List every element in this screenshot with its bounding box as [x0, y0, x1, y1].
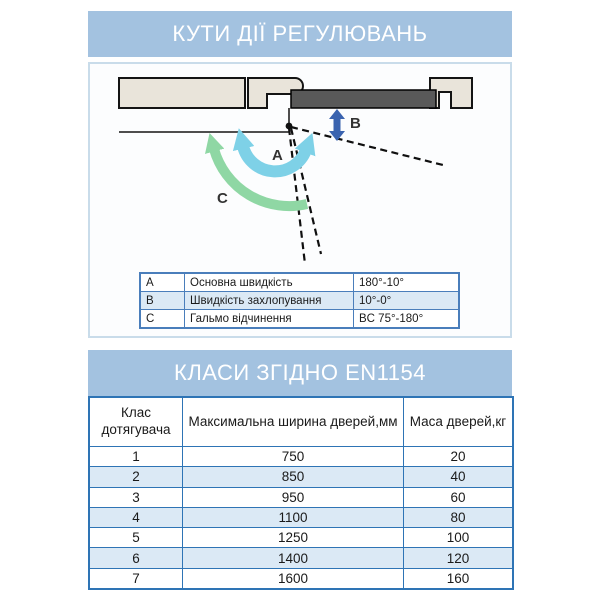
- door-leaf: [291, 90, 436, 108]
- legend-name: Швидкість захлопування: [185, 292, 354, 310]
- col-header-mass: Маса дверей,кг: [404, 397, 514, 447]
- dashed-line-near-closed: [289, 128, 305, 264]
- cell-width: 1600: [183, 568, 404, 589]
- cell-class: 4: [89, 507, 183, 527]
- table-row: [89, 507, 513, 527]
- cell-class: 3: [89, 487, 183, 507]
- cell-class: 6: [89, 548, 183, 568]
- legend-value: 180°-10°: [354, 273, 460, 292]
- section-title-classes: КЛАСИ ЗГІДНО EN1154: [88, 350, 512, 396]
- cell-class: 1: [89, 447, 183, 467]
- table-row: [89, 568, 513, 589]
- col-header-width: Максимальна ширина дверей,мм: [183, 397, 404, 447]
- wall-left: [119, 78, 245, 108]
- cell-mass: 40: [404, 467, 514, 487]
- en1154-classes-table: [88, 396, 514, 590]
- legend-key: C: [140, 310, 185, 329]
- table-row: [140, 273, 459, 292]
- legend-name: Гальмо відчинення: [185, 310, 354, 329]
- table-row: [140, 310, 459, 329]
- table-row: [89, 528, 513, 548]
- cell-width: 1250: [183, 528, 404, 548]
- label-c: C: [217, 190, 228, 207]
- table-row: [89, 487, 513, 507]
- cell-class: 7: [89, 568, 183, 589]
- legend-value: 10°-0°: [354, 292, 460, 310]
- cell-mass: 20: [404, 447, 514, 467]
- table-row: [140, 292, 459, 310]
- cell-width: 950: [183, 487, 404, 507]
- cell-width: 850: [183, 467, 404, 487]
- table-row: [89, 467, 513, 487]
- table-row: [89, 447, 513, 467]
- label-b: B: [350, 115, 361, 132]
- cell-mass: 100: [404, 528, 514, 548]
- cell-class: 5: [89, 528, 183, 548]
- cell-width: 750: [183, 447, 404, 467]
- legend-name: Основна швидкість: [185, 273, 354, 292]
- col-header-class: Клас дотягувача: [89, 397, 183, 447]
- cell-mass: 80: [404, 507, 514, 527]
- cell-mass: 60: [404, 487, 514, 507]
- dashed-line-diagonal: [291, 127, 447, 166]
- legend-key: A: [140, 273, 185, 292]
- table-header-row: [89, 397, 513, 447]
- adjustment-legend-table: [139, 272, 460, 329]
- cell-mass: 120: [404, 548, 514, 568]
- cell-mass: 160: [404, 568, 514, 589]
- cell-class: 2: [89, 467, 183, 487]
- table-row: [89, 548, 513, 568]
- legend-value: BC 75°-180°: [354, 310, 460, 329]
- angles-diagram-panel: [88, 62, 512, 338]
- cell-width: 1100: [183, 507, 404, 527]
- cell-width: 1400: [183, 548, 404, 568]
- legend-key: B: [140, 292, 185, 310]
- label-a: A: [272, 147, 283, 164]
- section-title-angles: КУТИ ДІЇ РЕГУЛЮВАНЬ: [88, 11, 512, 57]
